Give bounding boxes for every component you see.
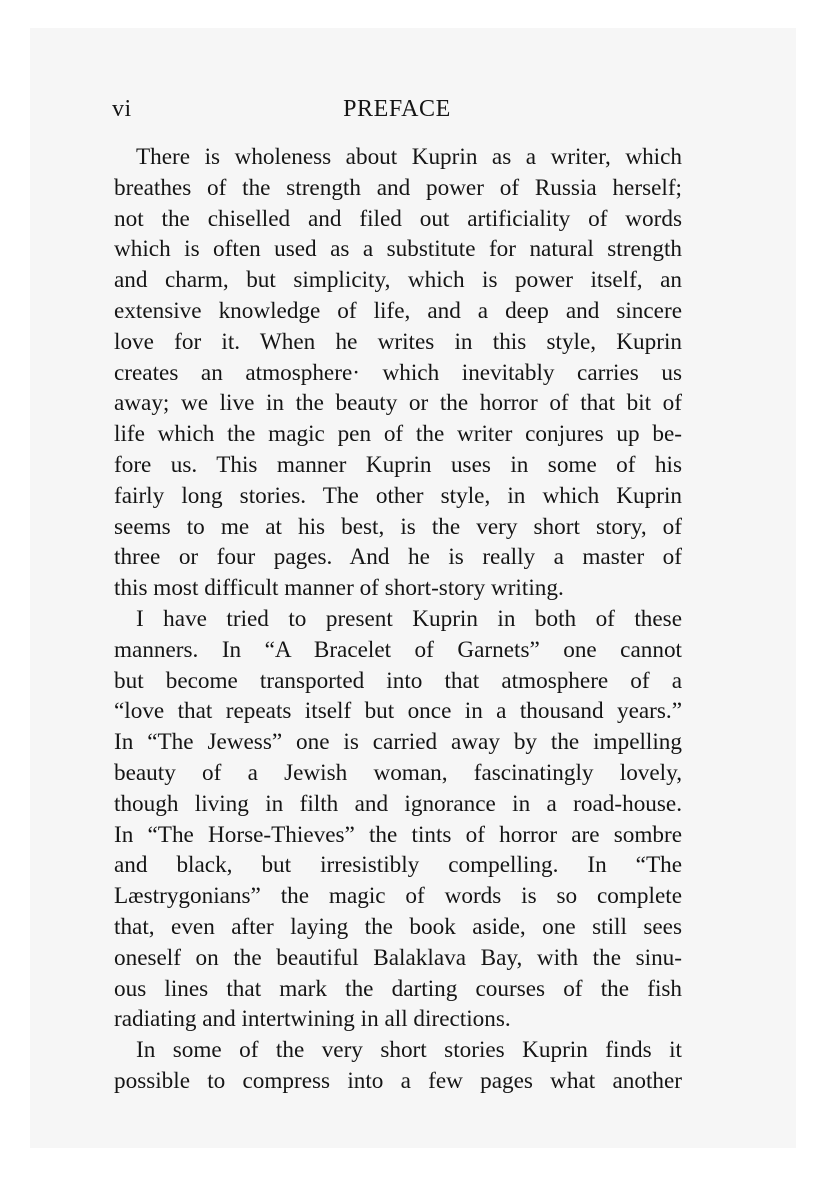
text-line: and black, but irresistibly compelling. In “The	[114, 852, 682, 879]
text-line: manners. In “A Bracelet of Garnets” one cannot	[114, 636, 682, 663]
text-line: love for it. When he writes in this style, Kuprin	[114, 328, 682, 355]
text-line: “love that repeats itself but once in a thousand years.”	[114, 698, 682, 725]
text-line: In some of the very short stories Kuprin finds it	[136, 1037, 682, 1064]
text-line: fairly long stories. The other style, in which Kuprin	[114, 482, 682, 509]
text-line: I have tried to present Kuprin in both of these	[136, 605, 682, 632]
text-line: Læstrygonians” the magic of words is so complete	[114, 883, 682, 910]
text-line: In “The Jewess” one is carried away by the impelling	[114, 729, 682, 756]
text-line: creates an atmosphere· which inevitably carries us	[114, 359, 682, 386]
text-line: fore us. This manner Kuprin uses in some of his	[114, 451, 682, 478]
page-number: vi	[112, 96, 132, 122]
text-line: breathes of the strength and power of Russia herself;	[114, 174, 682, 201]
text-line: away; we live in the beauty or the horror of that bit of	[114, 390, 682, 417]
text-line: In “The Horse-Thieves” the tints of horror are sombre	[114, 821, 682, 848]
text-line: radiating and intertwining in all directions.	[114, 1006, 511, 1033]
text-line: ous lines that mark the darting courses of the fish	[114, 975, 682, 1002]
page-header	[112, 94, 682, 124]
text-line: that, even after laying the book aside, one still sees	[114, 913, 682, 940]
text-line: beauty of a Jewish woman, fascinatingly lovely,	[114, 759, 682, 786]
text-line: this most difficult manner of short-story writing.	[114, 575, 564, 602]
text-line: seems to me at his best, is the very short story, of	[114, 513, 682, 540]
text-line: though living in filth and ignorance in a road-house.	[114, 790, 682, 817]
text-line: possible to compress into a few pages what another	[114, 1067, 682, 1094]
text-line: and charm, but simplicity, which is power itself, an	[114, 267, 682, 294]
text-line: not the chiselled and filed out artificiality of words	[114, 205, 682, 232]
text-line: extensive knowledge of life, and a deep and sincere	[114, 297, 682, 324]
text-line: but become transported into that atmosphere of a	[114, 667, 682, 694]
text-line: oneself on the beautiful Balaklava Bay, with the sinu-	[114, 944, 682, 971]
preface-body-text	[114, 142, 682, 1097]
text-line: life which the magic pen of the writer conjures up be-	[114, 421, 682, 448]
text-line: which is often used as a substitute for natural strength	[114, 236, 682, 263]
text-line: There is wholeness about Kuprin as a writer, which	[136, 144, 682, 170]
running-head-title: PREFACE	[343, 96, 451, 122]
text-line: three or four pages. And he is really a master of	[114, 544, 682, 571]
